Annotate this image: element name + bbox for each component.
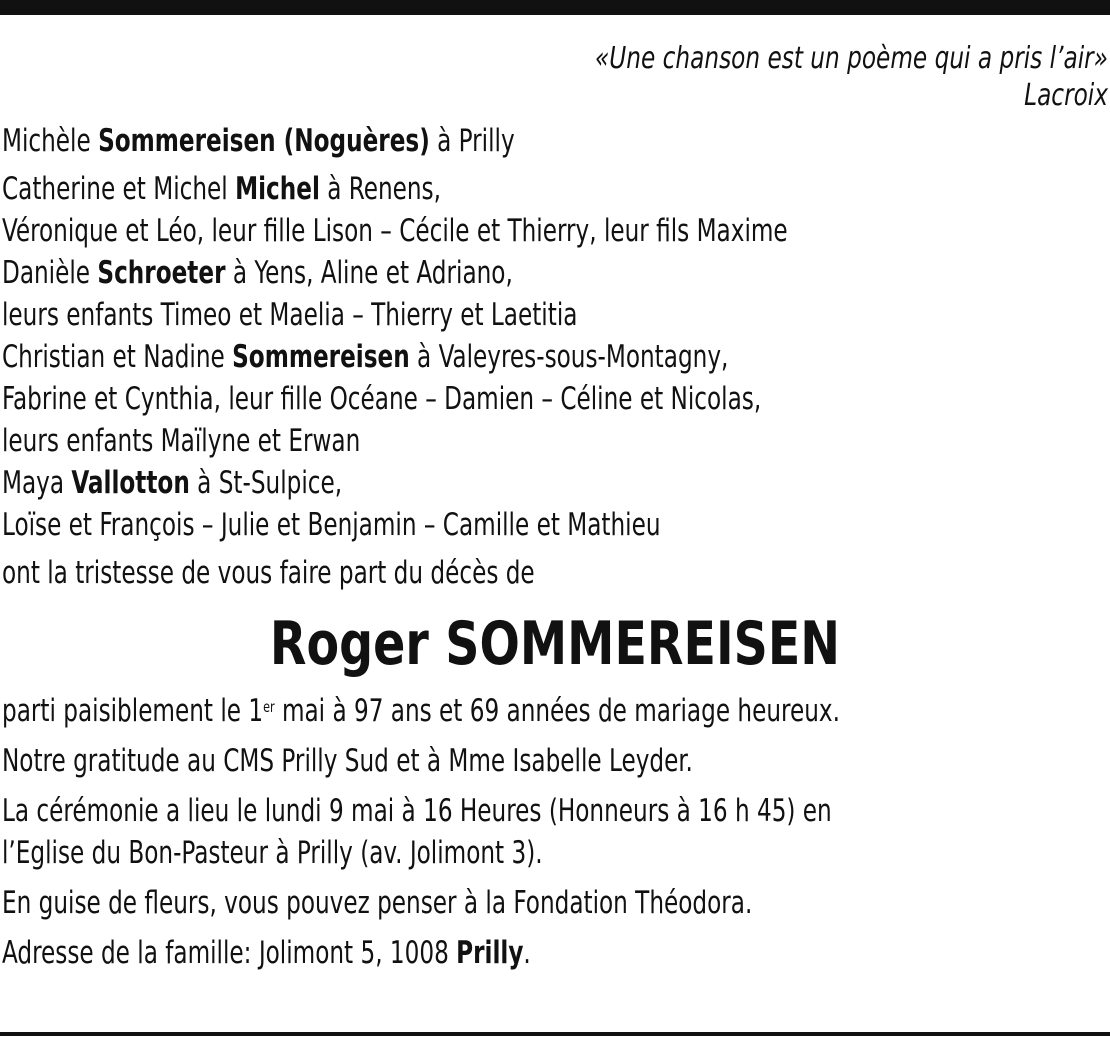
family-line-7: leurs enfants Maïlyne et Erwan	[2, 423, 361, 459]
family-address: Adresse de la famille: Jolimont 5, 1008 Prilly.	[2, 935, 531, 971]
family-surname: Michel	[235, 171, 320, 207]
family-line-5: Christian et Nadine Sommereisen à Valeyres-sous-Montagny,	[2, 339, 729, 375]
ceremony-line-2: l’Eglise du Bon-Pasteur à Prilly (av. Jolimont 3).	[2, 835, 543, 871]
death-notice	[2, 40, 1108, 974]
ceremony	[2, 790, 1108, 874]
epigraph-author: Lacroix	[1024, 78, 1108, 113]
top-border-rule	[0, 0, 1110, 15]
family-line-3: Danièle Schroeter à Yens, Aline et Adriano,	[2, 255, 513, 291]
family-line-0: Michèle Sommereisen (Noguères) à Prilly	[2, 123, 515, 159]
bottom-border-rule	[0, 1032, 1110, 1036]
family-list	[2, 168, 1108, 546]
family-line-8: Maya Vallotton à St-Sulpice,	[2, 465, 343, 501]
death-line: parti paisiblement le 1er mai à 97 ans et 69 années de mariage heureux.	[2, 693, 840, 729]
family-line-1: Catherine et Michel Michel à Renens,	[2, 171, 441, 207]
family-line-6: Fabrine et Cynthia, leur fille Océane – Damien – Céline et Nicolas,	[2, 381, 762, 417]
epigraph-text: «Une chanson est un poème qui a pris l’air»	[594, 41, 1108, 76]
family-surname: Vallotton	[71, 465, 190, 501]
address-city: Prilly	[456, 935, 524, 971]
family-surname: Sommereisen	[232, 339, 410, 375]
family-line-9: Loïse et François – Julie et Benjamin – Camille et Mathieu	[2, 507, 661, 543]
family-line-2: Véronique et Léo, leur fille Lison – Cécile et Thierry, leur fils Maxime	[2, 213, 788, 249]
epigraph	[2, 40, 1108, 114]
ceremony-line-1: La cérémonie a lieu le lundi 9 mai à 16 Heures (Honneurs à 16 h 45) en	[2, 793, 832, 829]
family-line-4: leurs enfants Timeo et Maelia – Thierry et Laetitia	[2, 297, 578, 333]
announcement: ont la tristesse de vous faire part du décès de	[2, 555, 535, 591]
family-surname: Schroeter	[97, 255, 226, 291]
family-surname: Sommereisen (Noguères)	[98, 123, 430, 159]
gratitude: Notre gratitude au CMS Prilly Sud et à Mme Isabelle Leyder.	[2, 743, 693, 779]
deceased-name: Roger SOMMEREISEN	[269, 609, 841, 679]
flowers: En guise de fleurs, vous pouvez penser à la Fondation Théodora.	[2, 885, 753, 921]
